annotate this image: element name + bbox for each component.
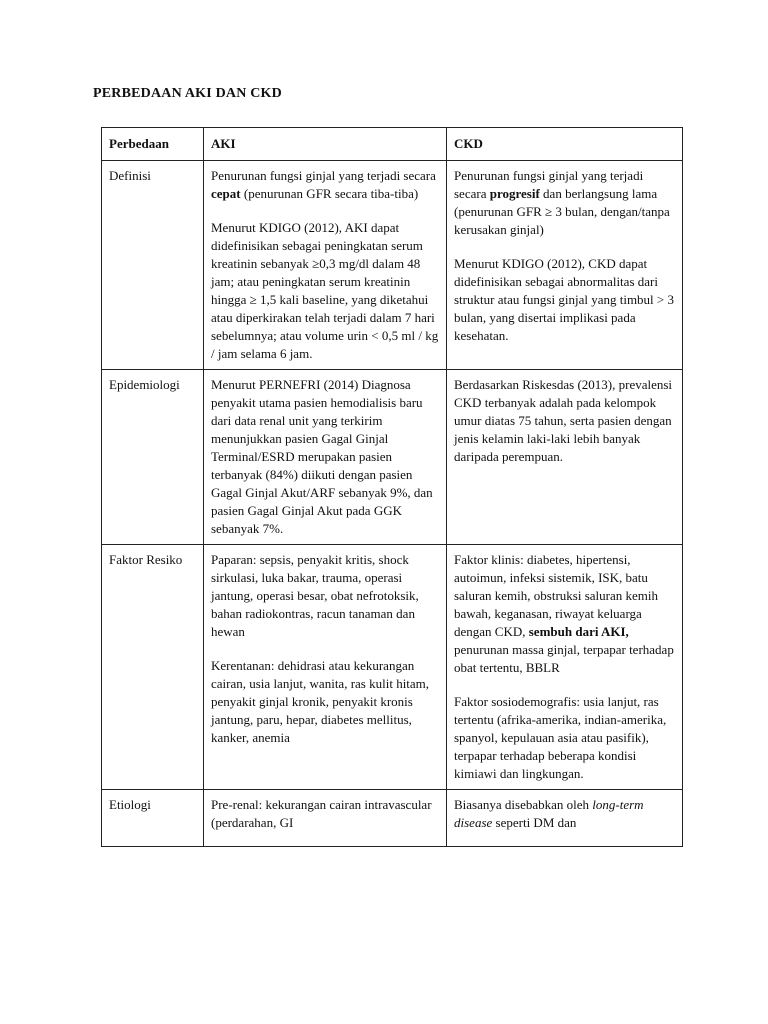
row-label: Definisi bbox=[102, 161, 204, 370]
row-label: Etiologi bbox=[102, 790, 204, 847]
header-ckd: CKD bbox=[447, 128, 683, 161]
aki-cell bbox=[204, 370, 447, 545]
table-row-epidemiologi bbox=[102, 370, 683, 545]
aki-definition: Penurunan fungsi ginjal yang terjadi secara cepat (penurunan GFR secara tiba-tiba) bbox=[211, 168, 436, 201]
aki-etiology: Pre-renal: kekurangan cairan intravascular (perdarahan, GI bbox=[211, 797, 432, 830]
table-row-faktor-resiko bbox=[102, 545, 683, 790]
ckd-cell bbox=[447, 370, 683, 545]
table-header-row bbox=[102, 128, 683, 161]
table-row-definisi bbox=[102, 161, 683, 370]
aki-cell bbox=[204, 545, 447, 790]
ckd-definition: Penurunan fungsi ginjal yang terjadi secara progresif dan berlangsung lama (penurunan GFR ≥ 3 bulan, dengan/tanpa kerusakan ginjal) bbox=[454, 168, 670, 237]
header-perbedaan: Perbedaan bbox=[102, 128, 204, 161]
aki-cell bbox=[204, 790, 447, 847]
row-label: Faktor Resiko bbox=[102, 545, 204, 790]
ckd-cell bbox=[447, 545, 683, 790]
table-row-etiologi bbox=[102, 790, 683, 847]
document-title: PERBEDAAN AKI DAN CKD bbox=[93, 86, 282, 101]
ckd-sociodemographic-factors: Faktor sosiodemografis: usia lanjut, ras tertentu (afrika-amerika, indian-amerika, spanyol, kepulauan asia atau pasifik), terpapar terhadap beberapa kondisi kimiawi dan lingkungan. bbox=[454, 694, 667, 781]
ckd-etiology: Biasanya disebabkan oleh long-term disease seperti DM dan bbox=[454, 797, 644, 830]
comparison-table bbox=[101, 127, 683, 847]
ckd-cell bbox=[447, 161, 683, 370]
aki-cell bbox=[204, 161, 447, 370]
header-aki: AKI bbox=[204, 128, 447, 161]
ckd-clinical-factors: Faktor klinis: diabetes, hipertensi, autoimun, infeksi sistemik, ISK, batu saluran kemih, obstruksi saluran kemih bawah, keganasan, riwayat keluarga dengan CKD, sembuh dari AKI, penurunan massa ginjal, terpapar terhadap obat tertentu, BBLR bbox=[454, 552, 674, 675]
ckd-cell bbox=[447, 790, 683, 847]
aki-epidemiology: Menurut PERNEFRI (2014) Diagnosa penyakit utama pasien hemodialisis baru dari data renal unit yang terkirim menunjukkan pasien Gagal Ginjal Terminal/ESRD merupakan pasien terbanyak (84%) diikuti dengan pasien Gagal Ginjal Akut/ARF sebanyak 9%, dan pasien Gagal Ginjal Akut pada GGK sebanyak 7%. bbox=[211, 377, 433, 536]
aki-exposure-factors: Paparan: sepsis, penyakit kritis, shock sirkulasi, luka bakar, trauma, operasi jantung, operasi besar, obat nefrotoksik, bahan radiokontras, racun tanaman dan hewan bbox=[211, 552, 419, 639]
row-label: Epidemiologi bbox=[102, 370, 204, 545]
ckd-epidemiology: Berdasarkan Riskesdas (2013), prevalensi CKD terbanyak adalah pada kelompok umur diatas 75 tahun, serta pasien dengan jenis kelamin laki-laki lebih banyak daripada perempuan. bbox=[454, 377, 673, 464]
aki-kdigo-definition: Menurut KDIGO (2012), AKI dapat didefinisikan sebagai peningkatan serum kreatinin sebanyak ≥0,3 mg/dl dalam 48 jam; atau peningkatan serum kreatinin hingga ≥ 1,5 kali baseline, yang diketahui atau diperkirakan telah terjadi dalam 7 hari sebelumnya; atau volume urin < 0,5 ml / kg / jam selama 6 jam. bbox=[211, 220, 439, 361]
ckd-kdigo-definition: Menurut KDIGO (2012), CKD dapat didefinisikan sebagai abnormalitas dari struktur atau fungsi ginjal yang timbul > 3 bulan, yang disertai implikasi pada kesehatan. bbox=[454, 256, 674, 343]
aki-susceptibility-factors: Kerentanan: dehidrasi atau kekurangan cairan, usia lanjut, wanita, ras kulit hitam, penyakit ginjal kronik, penyakit kronis jantung, paru, hepar, diabetes mellitus, kanker, anemia bbox=[211, 658, 430, 745]
